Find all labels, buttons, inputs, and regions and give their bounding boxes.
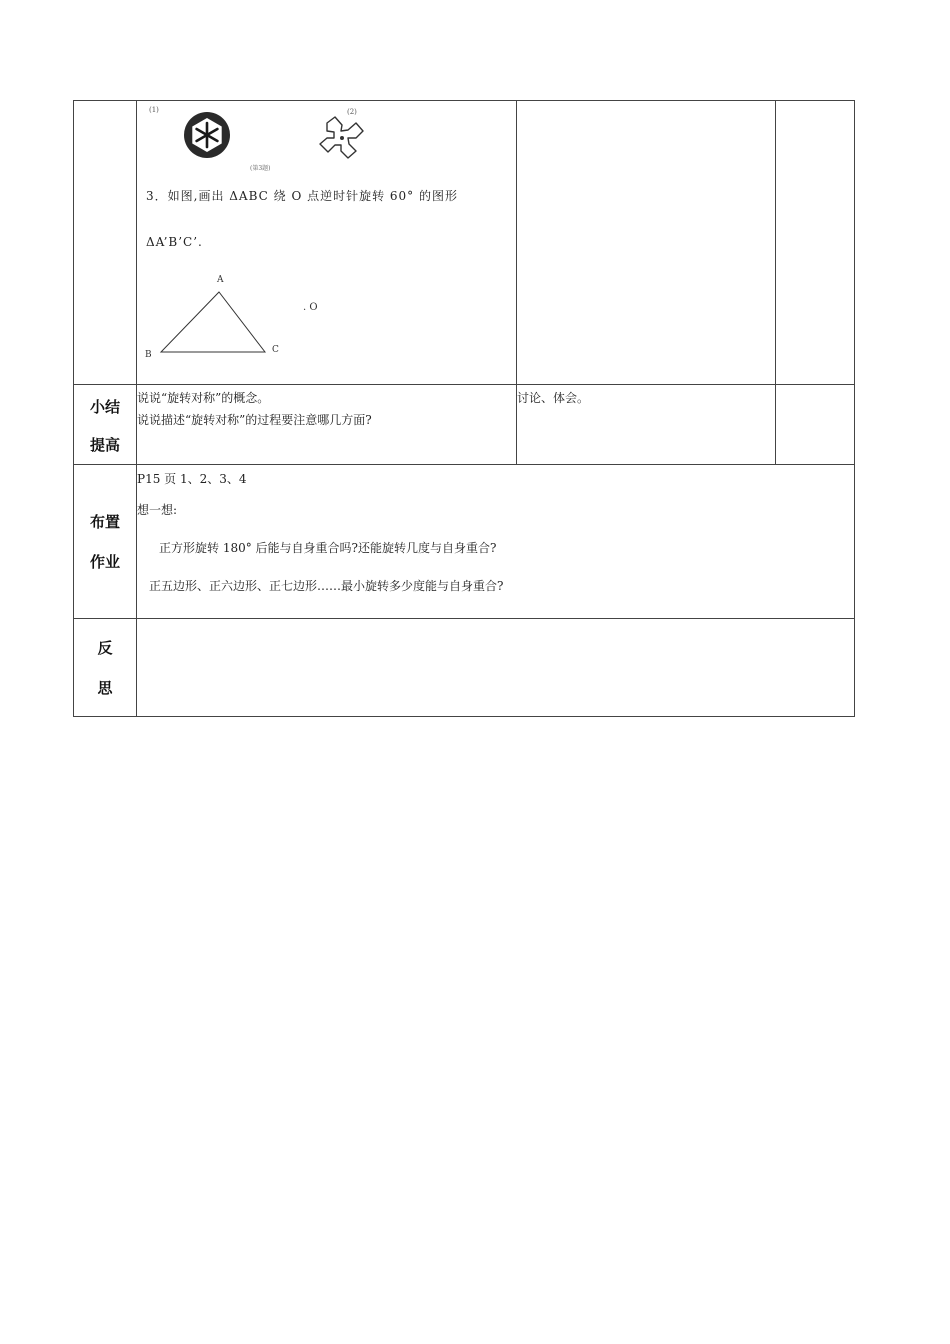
summary-activity-cell (517, 385, 776, 465)
fig2-label: (2) (347, 108, 357, 116)
lesson-plan-table (73, 100, 855, 717)
vertex-a-label: A (217, 275, 224, 285)
summary-activity-text: 讨论、体会。 (517, 391, 590, 405)
hexagon-star-figure-icon (184, 112, 230, 158)
homework-line3: 正方形旋转 180° 后能与自身重合吗?还能旋转几度与自身重合? (159, 541, 497, 555)
reflection-row (74, 619, 855, 717)
figure-caption: (第3题) (250, 165, 271, 172)
homework-line1: P15 页 1、2、3、4 (137, 472, 247, 486)
exercise-content-cell (137, 101, 517, 385)
four-petal-figure-icon (320, 117, 363, 158)
homework-line2: 想一想: (137, 503, 178, 517)
exercise-note-cell (776, 101, 855, 385)
exercise-row (74, 101, 855, 385)
exercise-activity-cell (517, 101, 776, 385)
question-3-line2: ΔA’B’C’. (146, 235, 203, 249)
summary-row (74, 385, 855, 465)
homework-line4: 正五边形、正六边形、正七边形……最小旋转多少度能与自身重合? (149, 579, 504, 593)
summary-label-line1: 小结 (89, 398, 120, 416)
vertex-b-label: B (145, 350, 152, 360)
homework-row (74, 465, 855, 619)
exercise-figure-area (137, 101, 516, 384)
fig1-label: (1) (149, 106, 159, 114)
reflection-label-cell (74, 619, 137, 717)
summary-content-cell (137, 385, 517, 465)
question-3-line1: 3．如图,画出 ΔABC 绕 O 点逆时针旋转 60° 的图形 (146, 189, 458, 203)
reflection-content-cell (137, 619, 855, 717)
summary-line1: 说说“旋转对称”的概念。 (137, 391, 270, 405)
reflection-label-line1: 反 (97, 638, 113, 657)
vertex-c-label: C (272, 345, 279, 355)
homework-label-line2: 作业 (89, 552, 120, 571)
exercise-label-cell (74, 101, 137, 385)
summary-label-cell (74, 385, 137, 465)
summary-line2: 说说描述“旋转对称”的过程要注意哪几方面? (137, 413, 372, 427)
homework-label-cell (74, 465, 137, 619)
reflection-label-line2: 思 (97, 678, 113, 697)
homework-content-cell (137, 465, 855, 619)
summary-note-cell (776, 385, 855, 465)
point-o-label: . O (303, 302, 318, 313)
triangle-abc-figure (145, 275, 318, 360)
homework-label-line1: 布置 (89, 512, 120, 531)
summary-label-line2: 提高 (89, 436, 120, 454)
